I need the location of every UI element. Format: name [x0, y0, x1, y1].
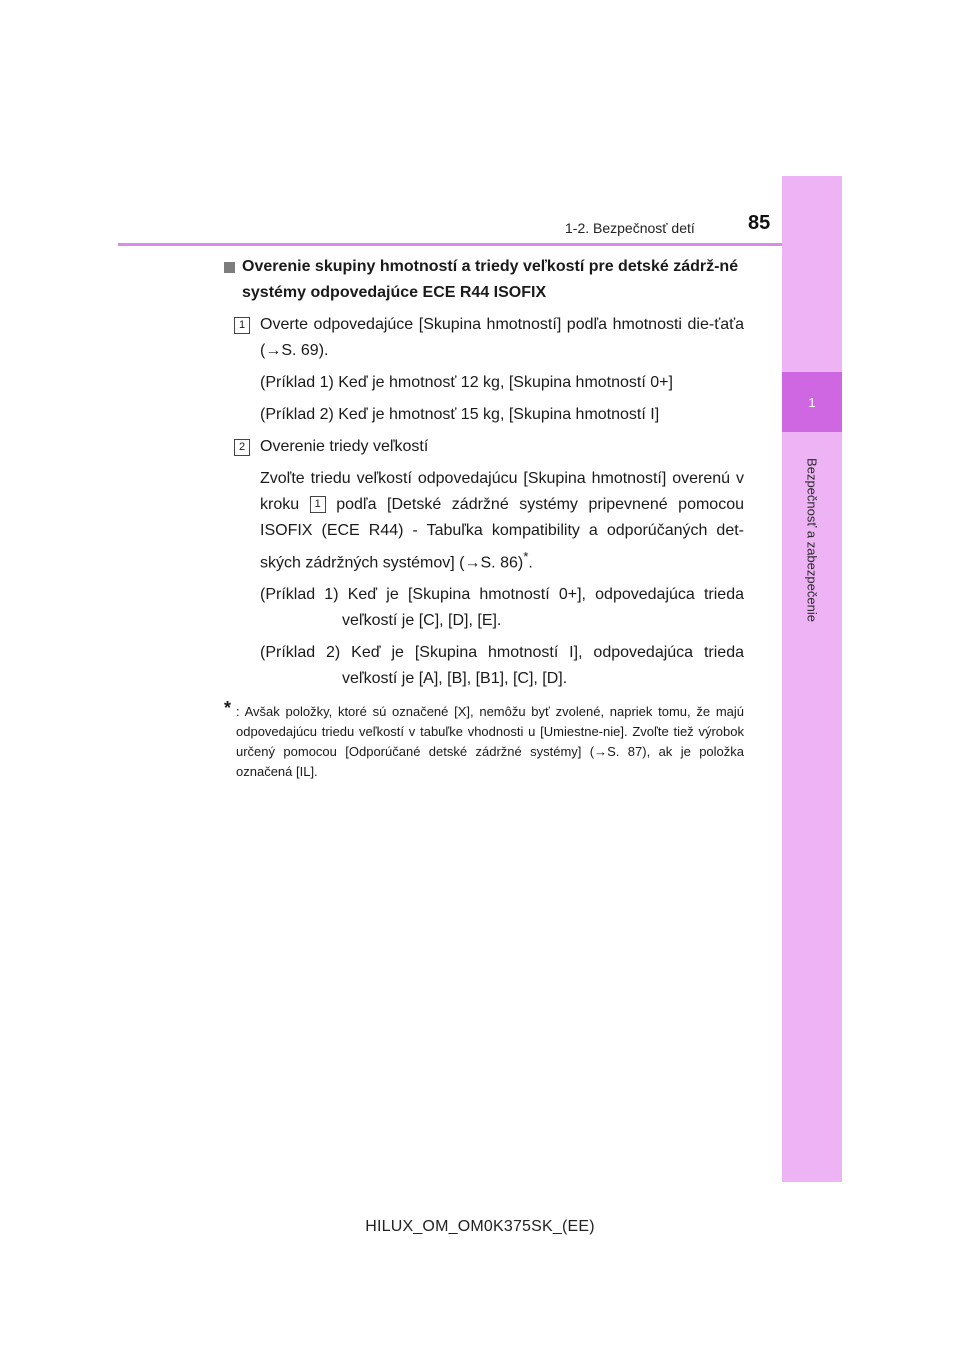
section-title: 1-2. Bezpečnosť detí: [565, 220, 695, 236]
step-2: [220, 434, 744, 692]
step-2-text-middle: podľa [Detské zádržné systémy pripevnené pomocou ISOFIX (ECE R44) - Tabuľka kompatibility a odporúčaných det-ských zádržných systémov] (→S. 86): [260, 496, 744, 572]
square-bullet-icon: [224, 262, 235, 273]
footnote-mark: *: [224, 698, 232, 719]
chapter-label: Bezpečnosť a zabezpečenie: [804, 458, 820, 622]
footnote-text: : Avšak položky, ktoré sú označené [X], nemôžu byť zvolené, napriek tomu, že majú odpovedajúcu triedu veľkostí v tabuľke vhodnosti u [Umiestne-nie]. Zvoľte tiež výrobok určený pomocou [Odporúčané detské zádržné systémy] (→S. 87), ak je položka označená [IL].: [236, 704, 744, 780]
step-2-text: [260, 466, 744, 576]
step-1-example-1: (Príklad 1) Keď je hmotnosť 12 kg, [Skupina hmotností 0+]: [260, 374, 673, 391]
page-content: [220, 254, 744, 782]
step-2-title: Overenie triedy veľkostí: [260, 438, 429, 455]
section-heading: [220, 254, 744, 306]
step-1-text: Overte odpovedajúce [Skupina hmotností] podľa hmotnosti die-ťaťa (→S. 69).: [260, 316, 744, 359]
footnote-reference: *: [523, 549, 529, 564]
step-reference-box: 1: [310, 496, 326, 513]
footnote: [220, 698, 744, 782]
chapter-side-tab: [782, 176, 842, 1182]
step-2-text-end: .: [528, 554, 533, 572]
step-2-text-start: Zvoľte triedu veľkostí odpovedajúcu [Skupina hmotností] overenú v kroku: [260, 470, 744, 513]
step-1-example-2: (Príklad 2) Keď je hmotnosť 15 kg, [Skupina hmotností I]: [260, 406, 660, 423]
step-1: [220, 312, 744, 428]
chapter-number: 1: [808, 394, 816, 410]
step-1-number-box: 1: [234, 317, 250, 334]
chapter-number-box: [782, 372, 842, 432]
section-heading-text: Overenie skupiny hmotností a triedy veľkostí pre detské zádrž-né systémy odpovedajúce ECE R44 ISOFIX: [242, 258, 739, 301]
step-2-example-1: (Príklad 1) Keď je [Skupina hmotností 0+], odpovedajúca trieda veľkostí je [C], [D], [E].: [260, 586, 744, 630]
page-number: 85: [748, 212, 771, 234]
document-code: HILUX_OM_OM0K375SK_(EE): [365, 1218, 595, 1235]
header-rule: [118, 243, 782, 246]
step-2-number-box: 2: [234, 439, 250, 456]
step-2-example-2: (Príklad 2) Keď je [Skupina hmotností I], odpovedajúca trieda veľkostí je [A], [B], [B1], [C], [D].: [260, 644, 744, 688]
